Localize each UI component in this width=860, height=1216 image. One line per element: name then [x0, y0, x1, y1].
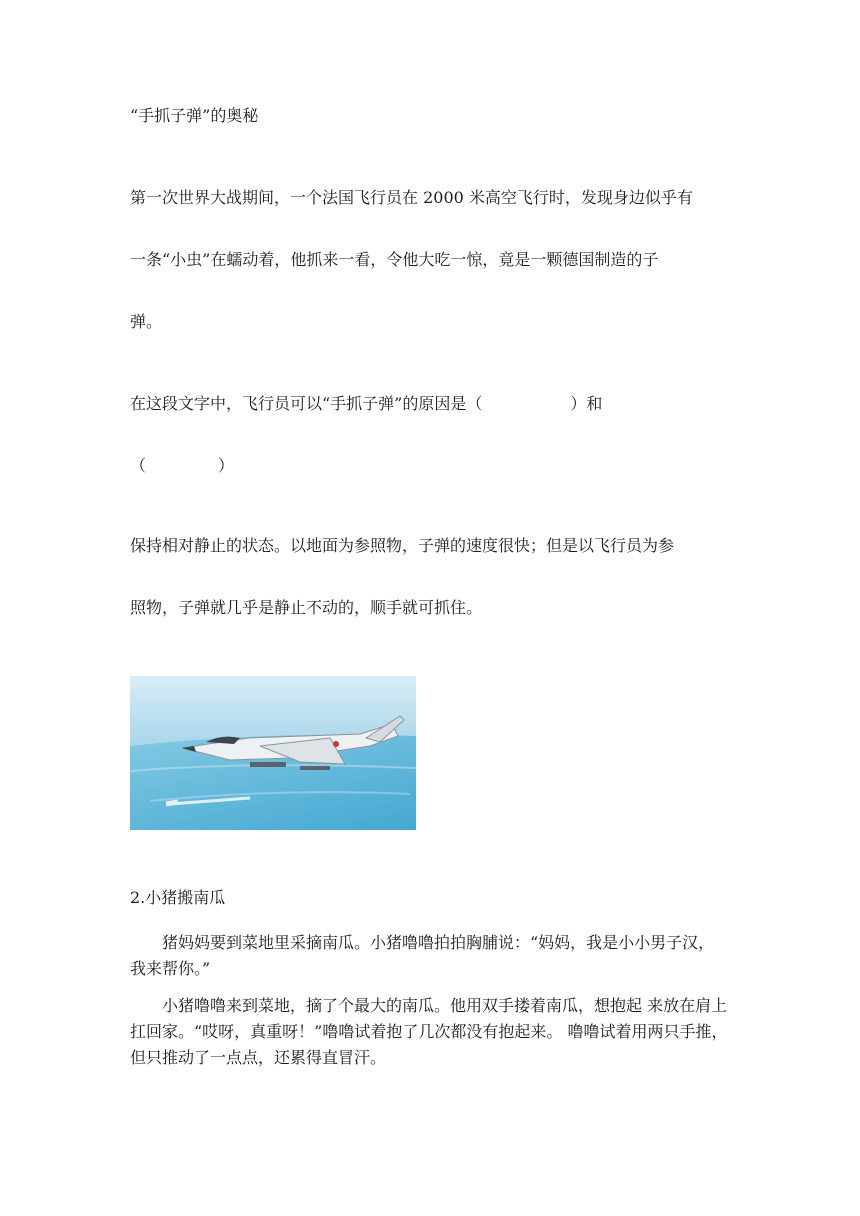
story2-paragraph-1: 猪妈妈要到菜地里采摘南瓜。小猪噜噜拍拍胸脯说：“妈妈，我是小小男子汉，我来帮你。” — [130, 933, 715, 978]
section-heading: 2.小猪搬南瓜 — [130, 888, 226, 907]
question-paren-close: ） — [218, 456, 235, 475]
answer-line-1: 保持相对静止的状态。以地面为参照物，子弹的速度很快；但是以飞行员为参 — [130, 536, 675, 555]
story-line-2: 一条“小虫”在蠕动着，他抓来一看，令他大吃一惊，竟是一颗德国制造的子 — [130, 250, 659, 269]
story2-paragraph-2: 小猪噜噜来到菜地，摘了个最大的南瓜。他用双手搂着南瓜，想抱起 来放在肩上扛回家。“哎呀，真重呀！”噜噜试着抱了几次都没有抱起来。 噜噜试着用两只手推，但只推动了一点点，还累得直冒汗。 — [130, 996, 728, 1067]
story-line-1: 第一次世界大战期间，一个法国飞行员在 2000 米高空飞行时，发现身边似乎有 — [130, 188, 693, 207]
question-prefix: 在这段文字中，飞行员可以“手抓子弹”的原因是（ — [130, 394, 483, 413]
question-middle: ）和 — [570, 394, 603, 413]
answer-line-2: 照物，子弹就几乎是静止不动的，顺手就可抓住。 — [130, 598, 483, 617]
question-line-2 — [130, 456, 234, 476]
article-title: “手抓子弹”的奥秘 — [130, 106, 259, 125]
question-line — [130, 394, 602, 414]
fighter-jet-photo — [130, 676, 416, 830]
question-paren-open: （ — [130, 456, 147, 475]
story-line-3: 弹。 — [130, 312, 163, 331]
